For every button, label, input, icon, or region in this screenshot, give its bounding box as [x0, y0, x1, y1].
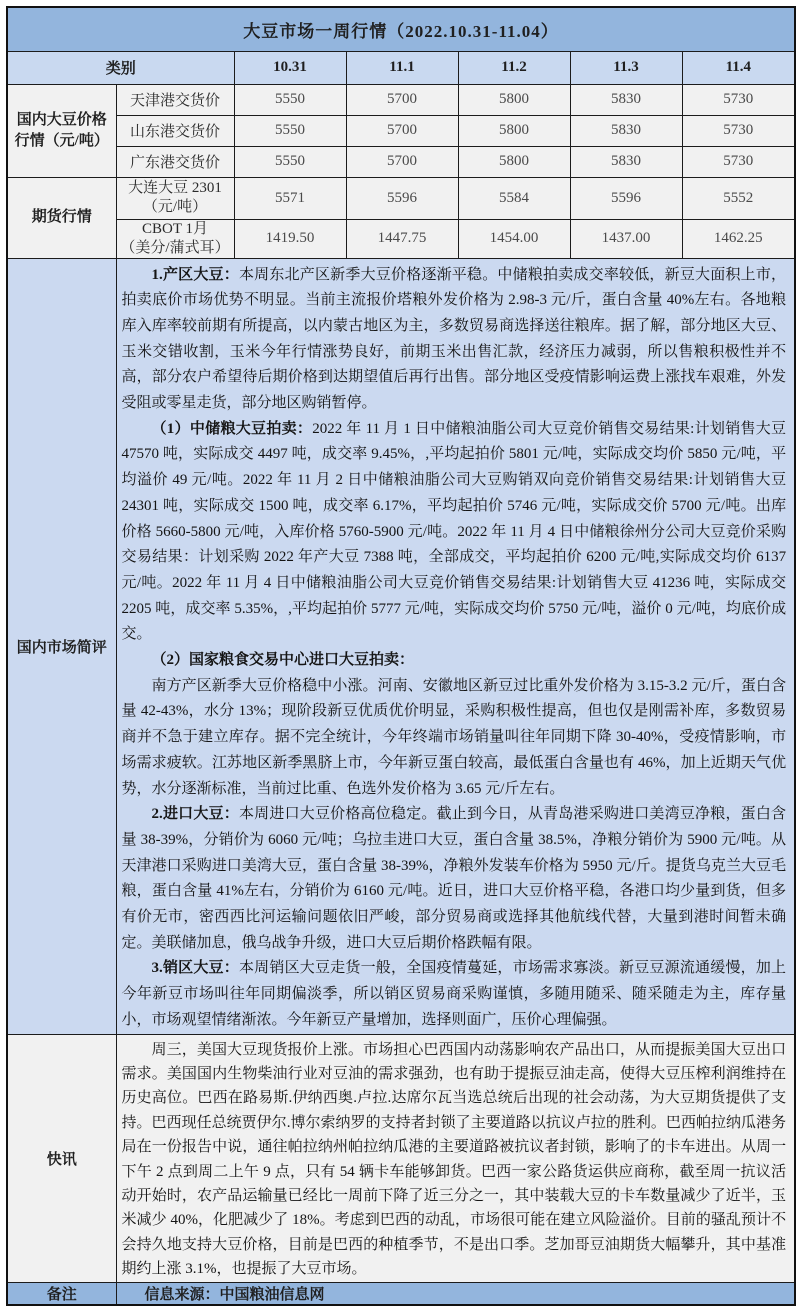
report-table: [6, 6, 796, 1306]
futures-value: 1447.75: [346, 219, 458, 258]
table-row-dalian-futures: [7, 177, 795, 219]
review-paragraph-lead: 1.产区大豆：: [151, 266, 239, 283]
price-value: 5800: [458, 84, 570, 115]
price-value: 5730: [682, 115, 795, 146]
table-row-shandong: [7, 115, 795, 146]
review-paragraph-lead: 2.进口大豆：: [151, 806, 239, 823]
price-value: 5830: [570, 146, 682, 177]
futures-value: 1437.00: [570, 219, 682, 258]
review-paragraph-body: 本周销区大豆走货一般，全国疫情蔓延，市场需求寡淡。新豆豆源流通缓慢，加上今年新豆市场叫往年同期偏淡季，所以销区贸易商采购谨慎，多随用随采、随采随走为主，库存量小，市场观望情绪渐浓。今年新豆产量增加，选择则面广，压价心理偏强。: [121, 960, 787, 1028]
price-value: 5730: [682, 84, 795, 115]
table-row-guangdong: [7, 146, 795, 177]
price-value: 5800: [458, 146, 570, 177]
table-row-news: [7, 1034, 795, 1282]
group-label-note: 备注: [7, 1282, 116, 1305]
group-label-domestic-price: 国内大豆价格行情（元/吨）: [7, 84, 116, 177]
note-source-text: 信息来源：中国粮油信息网: [116, 1282, 795, 1305]
row-label-guangdong: 广东港交货价: [116, 146, 234, 177]
row-label-cbot-line2: （美分/蒲式耳）: [120, 239, 230, 256]
row-label-dalian-line1: 大连大豆 2301: [128, 180, 222, 196]
price-value: 5550: [234, 146, 346, 177]
group-label-market-review: 国内市场简评: [7, 258, 116, 1034]
futures-value: 5596: [570, 177, 682, 219]
price-value: 5830: [570, 115, 682, 146]
header-row: [7, 51, 795, 84]
market-review-text: [116, 258, 795, 1034]
price-value: 5730: [682, 146, 795, 177]
group-label-news: 快讯: [7, 1034, 116, 1282]
futures-value: 1462.25: [682, 219, 795, 258]
price-value: 5800: [458, 115, 570, 146]
review-paragraph-body: 本周进口大豆价格高位稳定。截止到今日，从青岛港采购进口美湾豆净粮，蛋白含量 38-39%，分销价为 6060 元/吨；乌拉圭进口大豆，蛋白含量 38.5%，净粮分销价为 5900 元/吨。从天津港口采购进口美湾大豆，蛋白含量 38-39%，净粮外发装车价格为 5950 元/斤。提货乌克兰大豆毛粮，蛋白含量 41%左右，分销价为 6160 元/吨。近日，进口大豆价格平稳，各港口均少量到货，但多有价无市，密西西比河运输问题依旧严峻，部分贸易商或选择其他航线代替，大量到港时间暂未确定。美联储加息，俄乌战争升级，进口大豆后期价格跌幅有限。: [121, 806, 787, 951]
column-header-date-5: 11.4: [682, 51, 795, 84]
row-label-dalian-line2: （元/吨）: [142, 199, 208, 215]
futures-value: 5552: [682, 177, 795, 219]
review-paragraph: [122, 802, 787, 956]
review-paragraph-body: 南方产区新季大豆价格稳中小涨。河南、安徽地区新豆过比重外发价格为 3.15-3.2 元/斤，蛋白含量 42-43%，水分 13%；现阶段新豆优质优价明显，采购积极性提高，但也仅是刚需补库，多数贸易商并不急于建立库存。据不完全统计，今年终端市场销量叫往年同期下降 30-40%，受疫情影响，市场需求疲软。江苏地区新季黑脐上市，今年新豆蛋白较高，最低蛋白含量也有 46%，加上近期天气优势，水分逐渐标准，当前过比重、色选外发价格为 3.65 元/斤左右。: [121, 677, 787, 797]
column-header-category: 类别: [7, 51, 234, 84]
column-header-date-2: 11.1: [346, 51, 458, 84]
news-paragraph: 周三，美国大豆现货报价上涨。市场担心巴西国内动荡影响农产品出口，从而提振美国大豆出口需求。美国国内生物柴油行业对豆油的需求强劲，也有助于提振豆油走高，使得大豆压榨利润维持在历史高位。巴西在路易斯.伊纳西奥.卢拉.达席尔瓦当选总统后出现的社会动荡，为大豆期货提供了支持。巴西现任总统贾伊尔.博尔索纳罗的支持者封锁了主要道路以抗议卢拉的胜利。巴西帕拉纳瓜港务局在一份报告中说，通往帕拉纳州帕拉纳瓜港的主要道路被抗议者封锁，影响了的卡车进出。从周一下午 2 点到周二上午 9 点，只有 54 辆卡车能够卸货。巴西一家公路货运供应商称，截至周一抗议活动开始时，农产品运输量已经比一周前下降了近三分之一，其中装载大豆的卡车数量减少了近半，玉米减少 40%，化肥减少了 18%。考虑到巴西的动乱，市场很可能在建立风险溢价。目前的骚乱预计不会持久地支持大豆价格，目前是巴西的种植季节，不是出口季。芝加哥豆油期货大幅攀升，其中基准期约上涨 3.1%，也提振了大豆市场。: [121, 1041, 787, 1278]
futures-value: 5571: [234, 177, 346, 219]
review-paragraph-lead: （2）国家粮食交易中心进口大豆拍卖：: [151, 652, 415, 669]
price-value: 5550: [234, 115, 346, 146]
table-row-note: [7, 1282, 795, 1305]
futures-value: 1454.00: [458, 219, 570, 258]
review-paragraph-body: 本周东北产区新季大豆价格逐渐平稳。中储粮拍卖成交率较低，新豆大面积上市，拍卖底价市场优势不明显。当前主流报价塔粮外发价格为 2.98-3 元/斤，蛋白含量 40%左右。各地粮库入库率较前期有所提高，以内蒙古地区为主，多数贸易商选择送往粮库。据了解，部分地区大豆、玉米交错收割，玉米今年行情涨势良好，前期玉米出售汇款，经济压力减弱，所以售粮积极性并不高，部分农户希望待后期价格到达期望值后再行出售。部分地区受疫情影响运费上涨找车艰难，外发受阻或零星走货，部分地区购销暂停。: [121, 266, 787, 412]
row-label-dalian: [116, 177, 234, 219]
review-paragraph: [122, 263, 787, 417]
table-row-tianjin: [7, 84, 795, 115]
review-paragraph-body: 2022 年 11 月 1 日中储粮油脂公司大豆竞价销售交易结果:计划销售大豆 47570 吨，实际成交 4497 吨，成交率 9.45%，,平均起拍价 5801 元/吨，实际成交均价 5850 元/吨，平均溢价 49 元/吨。2022 年 11 月 2 日中储粮油脂公司大豆购销双向竞价销售交易结果:计划销售大豆 24301 吨，实际成交 1500 吨，成交率 6.17%，平均起拍价 5746 元/吨，实际成交价 5700 元/吨。出库价格 5660-5800 元/吨，入库价格 5760-5900 元/吨。2022 年 11 月 4 日中储粮徐州分公司大豆竞价采购交易结果：计划采购 2022 年产大豆 7388 吨，全部成交，平均起拍价 6200 元/吨,实际成交均价 6137 元/吨。2022 年 11 月 4 日中储粮油脂公司大豆竞价销售交易结果:计划销售大豆 41236 吨，实际成交 2205 吨，成交率 5.35%，,平均起拍价 5777 元/吨，实际成交均价 5750 元/吨，溢价 0 元/吨，均底价成交。: [121, 420, 787, 643]
review-paragraph: [122, 956, 787, 1033]
price-value: 5700: [346, 115, 458, 146]
review-paragraph-lead: 3.销区大豆：: [151, 960, 239, 977]
futures-value: 5584: [458, 177, 570, 219]
table-row-market-review: [7, 258, 795, 1034]
review-paragraph: [122, 417, 787, 648]
price-value: 5700: [346, 84, 458, 115]
row-label-cbot-line1: CBOT 1月: [142, 220, 208, 237]
review-paragraph-lead: （1）中储粮大豆拍卖：: [151, 420, 313, 437]
column-header-date-4: 11.3: [570, 51, 682, 84]
review-paragraph: [122, 674, 787, 803]
group-label-futures: 期货行情: [7, 177, 116, 258]
soybean-weekly-report-table: [6, 6, 794, 1303]
column-header-date-1: 10.31: [234, 51, 346, 84]
row-label-cbot: [116, 219, 234, 258]
page-title: 大豆市场一周行情（2022.10.31-11.04）: [7, 7, 795, 51]
price-value: 5830: [570, 84, 682, 115]
review-paragraph: [122, 648, 787, 674]
row-label-tianjin: 天津港交货价: [116, 84, 234, 115]
price-value: 5700: [346, 146, 458, 177]
column-header-date-3: 11.2: [458, 51, 570, 84]
table-row-cbot-futures: [7, 219, 795, 258]
news-text-cell: [116, 1034, 795, 1282]
row-label-shandong: 山东港交货价: [116, 115, 234, 146]
futures-value: 5596: [346, 177, 458, 219]
futures-value: 1419.50: [234, 219, 346, 258]
price-value: 5550: [234, 84, 346, 115]
title-row: [7, 7, 795, 51]
